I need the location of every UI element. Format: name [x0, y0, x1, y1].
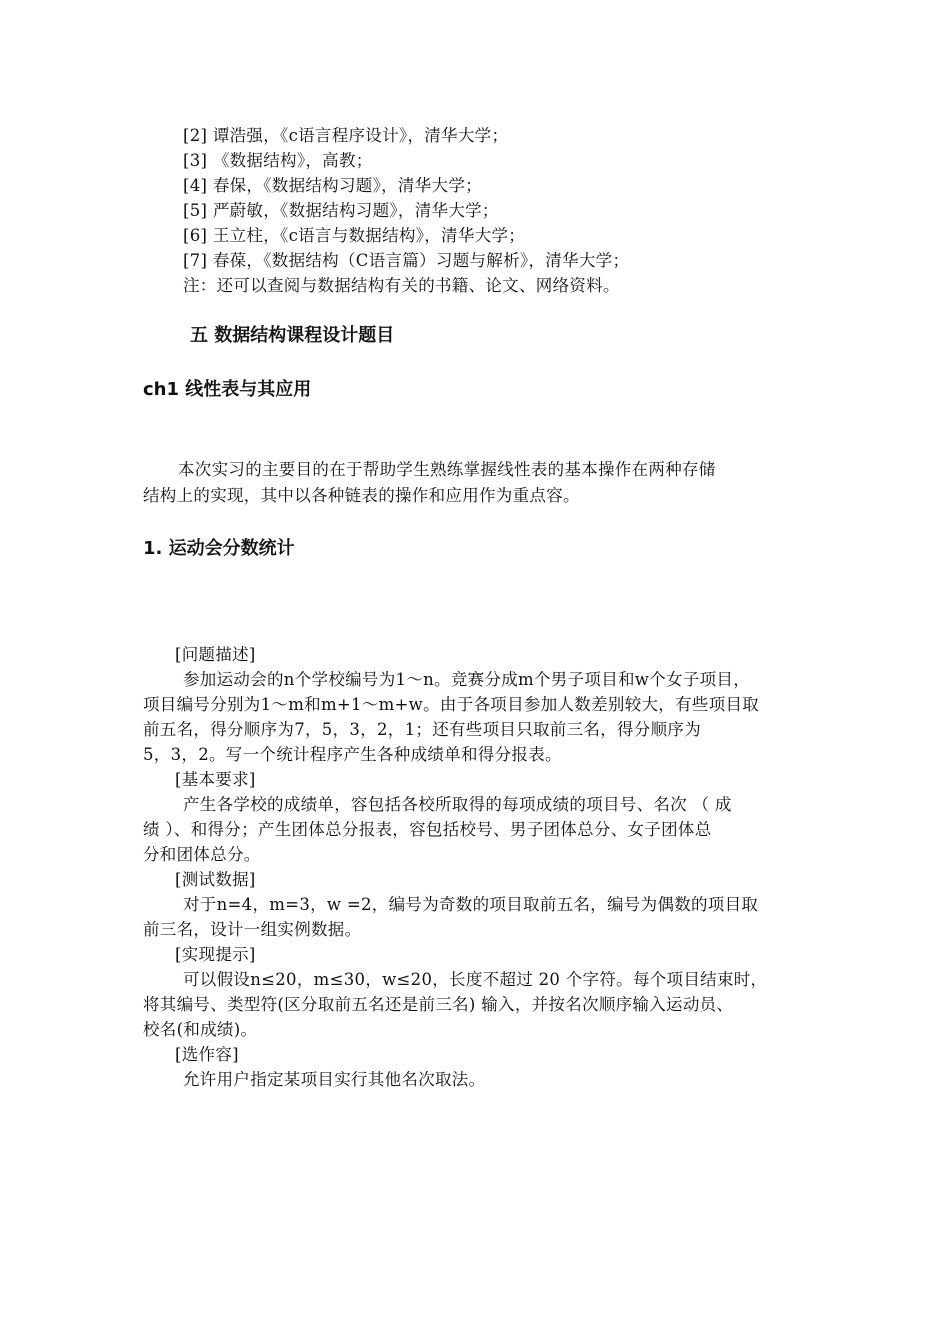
reference-note: 注：还可以查阅与数据结构有关的书籍、论文、网络资料。	[183, 276, 620, 295]
reference-item: [4] 春保，《数据结构习题》，清华大学；	[183, 176, 482, 195]
reference-item: [3] 《数据结构》，高教；	[183, 151, 373, 170]
problem-req-line: 分和团体总分。	[143, 845, 261, 864]
problem-desc-line: 项目编号分别为1～m和m+1～m+w。由于各项目参加人数差别较大，有些项目取	[143, 695, 760, 714]
problem-opt-label: [选作容]	[175, 1045, 239, 1064]
problem-hint-line: 可以假设n≤20，m≤30，w≤20，长度不超过 20 个字符。每个项目结束时，	[183, 970, 768, 989]
chapter-title: ch1 线性表与其应用	[143, 379, 312, 400]
section-title: 五 数据结构课程设计题目	[190, 325, 395, 346]
reference-item: [6] 王立柱，《c语言与数据结构》，清华大学；	[183, 226, 526, 245]
problem-desc-line: 参加运动会的n个学校编号为1～n。竞赛分成m个男子项目和w个女子项目，	[183, 670, 751, 689]
problem-test-label: [测试数据]	[175, 870, 256, 889]
problem-test-line: 对于n=4，m=3，w =2，编号为奇数的项目取前五名，编号为偶数的项目取	[183, 895, 759, 914]
reference-item: [5] 严蔚敏，《数据结构习题》，清华大学；	[183, 201, 499, 220]
reference-item: [7] 春葆，《数据结构（C语言篇）习题与解析》，清华大学；	[183, 251, 630, 270]
problem-hint-line: 将其编号、类型符(区分取前五名还是前三名) 输入，并按名次顺序输入运动员、	[143, 995, 734, 1014]
problem-test-line: 前三名，设计一组实例数据。	[143, 920, 362, 939]
reference-item: [2] 谭浩强，《c语言程序设计》，清华大学；	[183, 126, 509, 145]
problem-req-line: 绩 ）、和得分；产生团体总分报表，容包括校号、男子团体总分、女子团体总	[143, 820, 712, 839]
problem-req-line: 产生各学校的成绩单，容包括各校所取得的每项成绩的项目号、名次 （ 成	[183, 795, 732, 814]
problem-req-label: [基本要求]	[175, 770, 256, 789]
problem-desc-label: [问题描述]	[175, 645, 256, 664]
intro-line: 结构上的实现，其中以各种链表的操作和应用作为重点容。	[143, 486, 580, 505]
problem-hint-line: 校名(和成绩)。	[143, 1020, 258, 1039]
intro-line: 本次实习的主要目的在于帮助学生熟练掌握线性表的基本操作在两种存储	[178, 460, 716, 479]
problem-desc-line: 前五名，得分顺序为7，5，3，2，1；还有些项目只取前三名，得分顺序为	[143, 720, 701, 739]
problem-desc-line: 5，3，2。写一个统计程序产生各种成绩单和得分报表。	[143, 745, 562, 764]
problem-hint-label: [实现提示]	[175, 945, 256, 964]
problem-opt-line: 允许用户指定某项目实行其他名次取法。	[183, 1070, 486, 1089]
problem-title: 1. 运动会分数统计	[143, 538, 295, 559]
